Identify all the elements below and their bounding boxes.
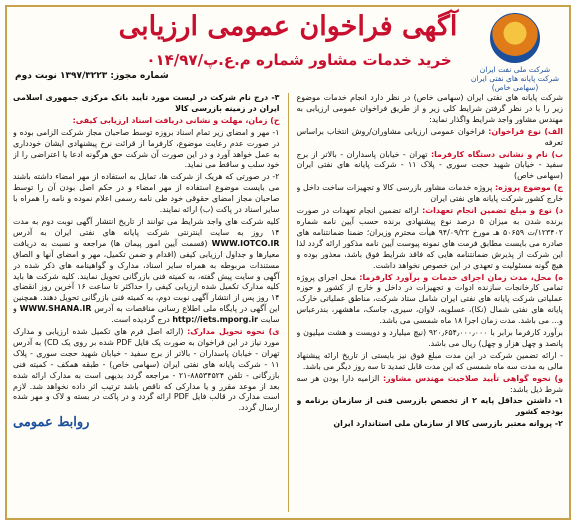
section-a-heading: الف) نوع فراخوان: <box>488 126 563 136</box>
section-e-note: - ارائه تضمین شرکت در این مدت مبلغ فوق نیز بایستی از تاریخ ارائه پیشنهاد مالی به مدت سه ماه شمسی که این مدت قابل تمدید تا سه روز دیگر می باشد. <box>296 350 563 371</box>
section-g-text-3: کلیه شرکت های واجد شرایط می توانند از تاریخ انتشار آگهی نوبت دوم به مدت ۱۴ روز به سایت اینترنتی شرکت پایانه های نفتی ایران به آدرس <box>13 216 280 237</box>
header <box>7 7 569 91</box>
section-h-text: (ارائه اصل فرم های تکمیل شده ارزیابی و مدارک مورد نیاز در این فراخوان به صورت یک فایل PDF شده بر روی یک CD) به آدرس تهران - خیابان پاسداران - بالاتر از برج سفید - خیابان شهید حجت سوری - پلاک ۱۱ - شرکت پایانه های نفتی ایران (سهامی خاص) - طبقه همکف - کمیته فنی بازرگانی - تلفن ۸۸۵۳۴۵۲۴-۲۱ - مراجعه گردد بدیهی است به مدارک ارائه شده بعد از موعد مقرر و یا مدارکی که ناقص باشد ترتیب اثر داده نخواهد شد. لازم است مدارک در قالب فایل PDF ارائه گردد و در پاکت در بسته و لاک و مهر شده ارسال گردد. <box>13 327 280 413</box>
section-d-text: ارائه تضمین انجام تعهدات در صورت برنده شدن به میزان ۵ درصد نوع پیشنهادی برنده حسب آیین نامه شماره ۱۲۳۴۰۲/ت ۵۰۶۵۹ هـ مورخ ۹۴/۰۹/۲۲ هیأت محترم وزیران؛ ضمنا ضمانتنامه های صادره می بایست مطابق فرمت های نمونه پیوست آیین نامه مذکور ارائه گردد لذا این شرکت از پذیرش ضمانتنامه هایی که فاقد شرایط فوق باشد، معذور بوده و هیچ گونه مسئولیت و تعهدی در این خصوص نخواهد داشت. <box>296 206 563 270</box>
column-divider <box>288 93 289 512</box>
iotco-website-link[interactable]: WWW.IOTCO.IR <box>211 238 280 248</box>
section-f-heading: و) نحوه گواهی تأیید صلاحیت مهندس مشاور: <box>382 373 563 383</box>
left-column <box>13 93 280 512</box>
public-relations-signature: روابط عمومی <box>13 415 90 431</box>
section-e-text: محل اجرای پروژه تمامی کارخانجات سازنده ادوات و تجهیزات در داخل و خارج از کشور و حوزه عملیاتی شرکت پایانه های نفتی ایران شامل ستاد شرکت، مناطق عملیاتی خارک، پایانه های نفتی شمال (نکا)، عسلویه، لاوان، سیری، جاسک، ماهشهر، بندرعباس و... می باشد. مدت زمان اجرا ۱۸ ماه شمسی می باشد. <box>296 272 563 326</box>
page-title: آگهی فراخوان عمومی ارزیابی <box>118 11 458 42</box>
section-a-text: فراخوان عمومی ارزیابی مشاوران/روش انتخاب براساس تعرفه <box>296 126 563 147</box>
shana-website-link[interactable]: WWW.SHANA.IR <box>19 304 92 314</box>
iets-website-link[interactable]: http://iets.mporg.ir <box>172 315 259 325</box>
section-c-text: پروژه خدمات مشاور بازرسی کالا و تجهیزات ساخت داخل و خارج کشور شرکت پایانه های نفتی ایران <box>296 183 563 204</box>
section-b-heading: ب) نام و نشانی دستگاه کارفرما: <box>430 149 563 159</box>
permit-number: شماره مجوز: ۱۳۹۷/۳۲۲۳ نوبت دوم <box>15 71 169 81</box>
right-column <box>297 93 564 512</box>
section-g-text-6: درج گردیده است. <box>111 315 170 325</box>
section-c-heading: ج) موضوع پروژه: <box>494 183 563 193</box>
section-g-text-4: (قسمت آیین امور پیمان ها) مراجعه و نسبت به دریافت معیارها و جداول ارزیابی کیفی (اقدام و ضمن تکمیل، مهر و امضای آنها و الصاق مستندات مربوطه به همراه سایر اسناد، مدارک و گواهینامه های ذکر شده در آگهی و سایت پیش گفته، به کمیته فنی بازرگانی تحویل نمایند. کلیه شرکت ها باید کلیه مدارک تکمیل شده ارزیابی کیفی را حداکثر تا ساعت ۱۶ آخرین روز انقضای ۱۴ روز پس از انتشار آگهی نوبت دوم، به کمیته فنی بازرگانی تحویل دهند. همچنین این آگهی در پایگاه ملی اطلاع رسانی مناقصات به آدرس <box>13 238 280 314</box>
page-subtitle: خرید خدمات مشاور شماره م.ع.پ/۰۱۴/۹۷ <box>146 51 452 69</box>
section-g-heading: ح) زمان، مهلت و نشانی دریافت اسناد ارزیابی کیفی: <box>72 115 280 125</box>
intro-text: شرکت پایانه های نفتی ایران (سهامی خاص) در نظر دارد انجام خدمات موضوع زیر را با در نظر گرفتن شرایط کلی زیر و از طریق فراخوان عمومی ارزیابی به مهندس مشاور واجد شرایط واگذار نماید: <box>296 93 563 124</box>
section-f-text: الزامیه دارا بودن هر سه شرط ذیل باشد: <box>296 373 563 394</box>
section-b-text: تهران - خیابان پاسداران - بالاتر از برج سفید - خیابان شهید حجت سوری - پلاک ۱۱ - شرکت پایانه های نفتی ایران (سهامی خاص) <box>296 149 563 181</box>
advertisement-page <box>5 5 571 520</box>
company-logo <box>469 13 561 92</box>
qualification-item-2: ۲- پروانه معتبر بازرسی کالا از سازمان ملی استاندارد ایران <box>333 419 563 429</box>
qualification-item-3: ۳- درج نام شرکت در لیست مورد تأیید بانک مرکزی جمهوری اسلامی ایران در زمینه بازرسی کالا <box>13 93 280 113</box>
ad-body <box>13 93 563 512</box>
qualification-item-1: ۱- داشتن حداقل پایه ۲ از تخصص بازرسی فنی از سازمان برنامه و بودجه کشور <box>296 396 563 417</box>
section-g-text-2: ۲- در صورتی که هریک از شرکت ها، تمایل به استفاده از مهر امضاء داشته باشند می بایست موضوع استفاده از مهر امضاء و در حکم اصل بودن آن را توسط صاحبان مجاز امضای حقوقی خود طی نامه رسمی اعلام نموده و نامه را همراه با سایر اسناد در پاکت (ب) ارائه نمایند. <box>13 172 280 215</box>
section-d-heading: د) نوع و مبلغ تضمین انجام تعهدات: <box>422 206 563 216</box>
section-h-heading: ی) نحوه تحویل مدارک: <box>187 327 280 337</box>
section-g-text-1: ۱- مهر و امضای زیر تمام اسناد بروزه توسط صاحبان مجاز شرکت الزامی بوده و در صورت عدم رعایت موضوع، کارفرما از قرائت نرخ پیشنهادی ایشان خودداری به عمل خواهد آورد و در این صورت آن شرکت حق هرگونه ادعا یا اعتراضی را از خود سلب و ساقط می نماید. <box>13 127 280 170</box>
section-e-heading: ه) محل، مدت زمان اجرای خدمات و برآورد کارفرما: <box>359 272 563 282</box>
section-g-text-5: و سایت <box>13 304 280 325</box>
nioc-emblem-icon <box>490 13 540 63</box>
section-e-estimate: برآورد کارفرما برابر با ۹۲۰٫۶۵۴٫۰۰۰٫۰۰۰ (نیچ میلیارد و دویست و هشت میلیون و پانصد و چهل هزار و چهل) ریال می باشد. <box>296 328 563 348</box>
logo-text: شرکت ملی نفت ایران شرکت پایانه های نفتی ایران (سهامی خاص) <box>470 65 560 92</box>
